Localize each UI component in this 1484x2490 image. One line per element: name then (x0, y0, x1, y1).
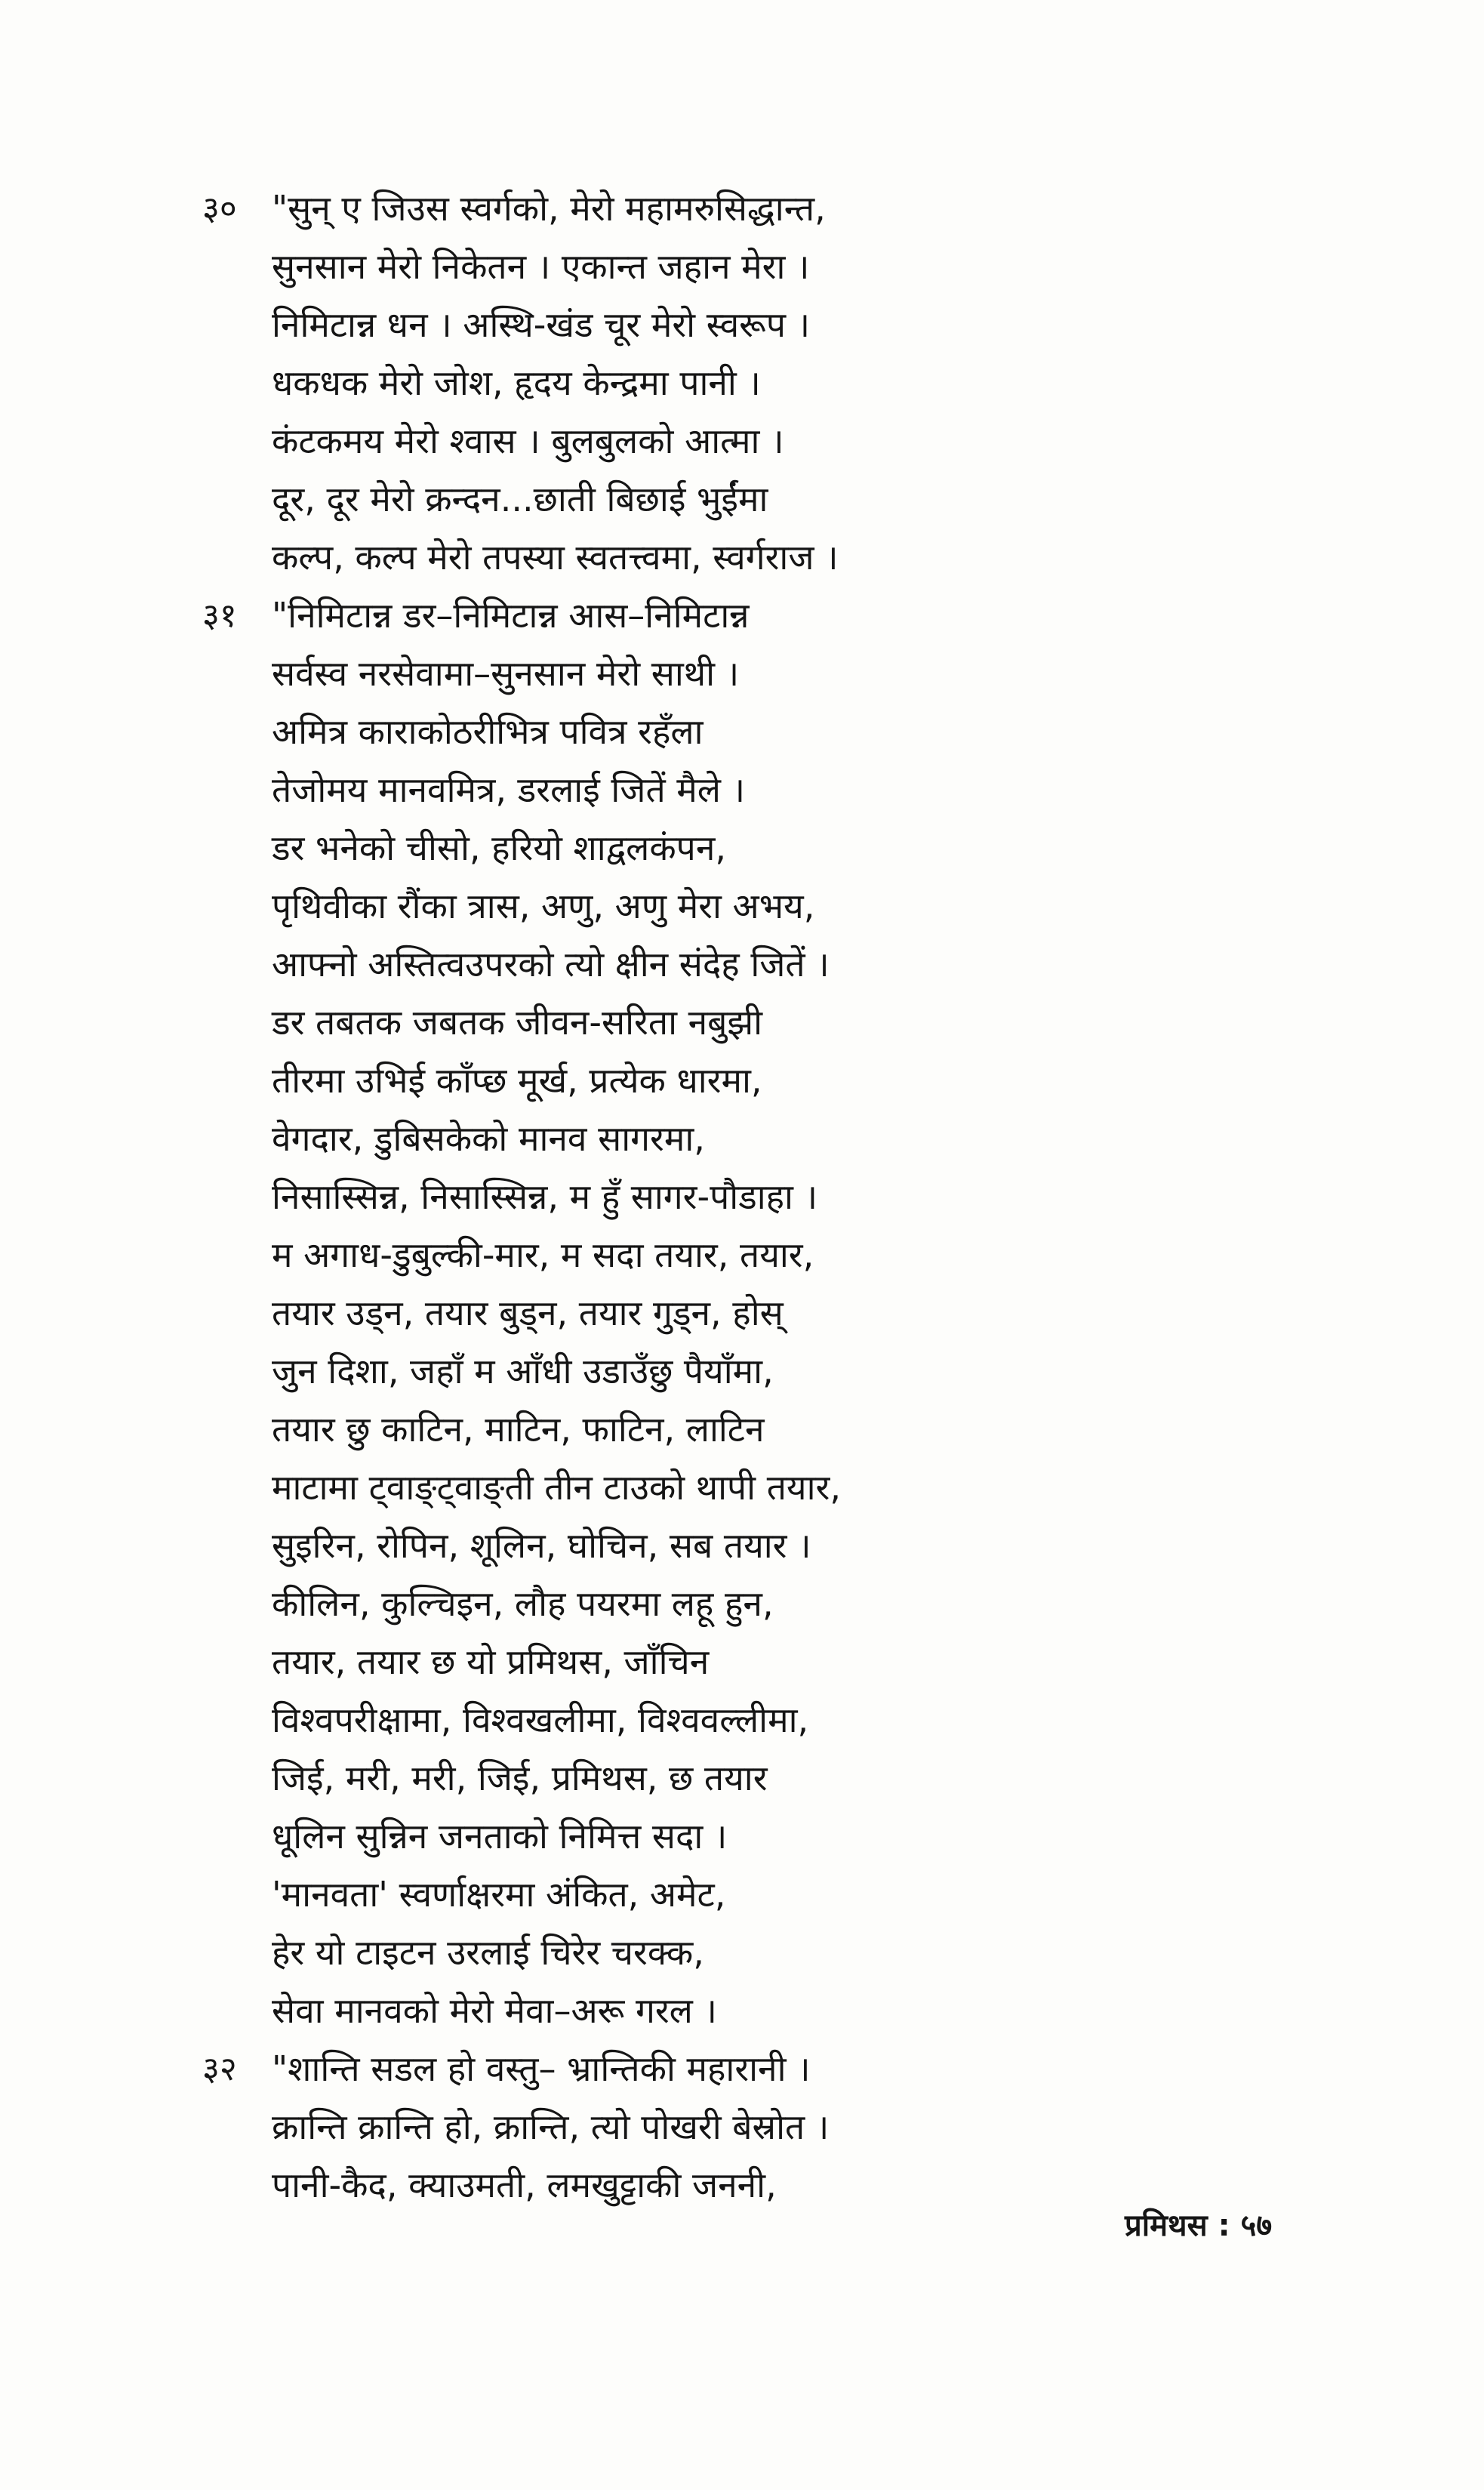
line-text: तयार छु काटिन, माटिन, फाटिन, लाटिन (272, 1409, 765, 1450)
running-title: प्रमिथस (1125, 2208, 1208, 2243)
poem-line (0, 1168, 1484, 1226)
line-text: तेजोमय मानवमित्र, डरलाई जितें मैले । (272, 769, 746, 810)
line-text: कंटकमय मेरो श्वास । बुलबुलको आत्मा । (272, 421, 784, 461)
poem-line (0, 645, 1484, 703)
stanza-number: ३० (202, 190, 237, 228)
poem-line (0, 1924, 1484, 1982)
line-text: तयार, तयार छ यो प्रमिथस, जाँचिन (272, 1641, 710, 1682)
line-text: डर तबतक जबतक जीवन-सरिता नबुझी (272, 1002, 763, 1043)
poem-line (0, 1691, 1484, 1749)
poem-line (0, 2040, 1484, 2098)
line-text: निमिटान्न धन । अस्थि-खंड चूर मेरो स्वरूप । (272, 304, 811, 345)
poem-line (0, 1284, 1484, 1342)
poem-line (0, 529, 1484, 587)
line-text: पृथिवीका रौंका त्रास, अणु, अणु मेरा अभय, (272, 886, 815, 926)
poem-line (0, 296, 1484, 354)
poem-line (0, 180, 1484, 238)
poem-line (0, 1982, 1484, 2040)
stanza-30 (0, 180, 1484, 587)
poem-line (0, 1110, 1484, 1168)
line-text: सर्वस्व नरसेवामा–सुनसान मेरो साथी । (272, 653, 740, 694)
line-text: तीरमा उभिई काँप्छ मूर्ख, प्रत्येक धारमा, (272, 1060, 762, 1101)
poem-line (0, 587, 1484, 645)
poem-line (0, 1575, 1484, 1633)
line-text: "सुन् ए जिउस स्वर्गको, मेरो महामरुसिद्धान्त, (272, 188, 826, 229)
poem-line (0, 412, 1484, 470)
line-text: 'मानवता' स्वर्णाक्षरमा अंकित, अमेट, (272, 1874, 726, 1915)
poem-line (0, 1052, 1484, 1110)
poem-line (0, 761, 1484, 819)
line-text: कल्प, कल्प मेरो तपस्या स्वतत्त्वमा, स्वर्गराज । (272, 537, 839, 578)
poem-line (0, 1342, 1484, 1401)
line-text: माटामा ट्वाङ्ट्वाङ्ती तीन टाउको थापी तयार, (272, 1467, 841, 1508)
line-text: जिई, मरी, मरी, जिई, प्रमिथस, छ तयार (272, 1758, 768, 1798)
line-text: निसास्सिन्न, निसास्सिन्न, म हुँ सागर-पौडाहा । (272, 1176, 818, 1217)
poem-line (0, 703, 1484, 761)
page-number: ५७ (1240, 2208, 1273, 2243)
stanza-number: ३१ (202, 596, 237, 635)
line-text: "निमिटान्न डर–निमिटान्न आस–निमिटान्न (272, 595, 750, 636)
poem-line (0, 935, 1484, 994)
line-text: जुन दिशा, जहाँ म आँधी उडाउँछु पैयाँमा, (272, 1351, 774, 1391)
poem-line (0, 877, 1484, 935)
line-text: "शान्ति सडल हो वस्तु– भ्रान्तिकी महारानी । (272, 2048, 811, 2089)
line-text: विश्वपरीक्षामा, विश्वखलीमा, विश्ववल्लीमा, (272, 1700, 809, 1740)
line-text: वेगदार, डुबिसकेको मानव सागरमा, (272, 1118, 705, 1159)
stanza-31 (0, 587, 1484, 2040)
poem-body (0, 180, 1484, 2214)
poem-line (0, 994, 1484, 1052)
poem-line (0, 1807, 1484, 1866)
poem-line (0, 1401, 1484, 1459)
line-text: सुइरिन, रोपिन, शूलिन, घोचिन, सब तयार । (272, 1525, 811, 1566)
poem-line (0, 1459, 1484, 1517)
line-text: सेवा मानवको मेरो मेवा–अरू गरल । (272, 1990, 717, 2031)
footer-separator: : (1218, 2208, 1230, 2243)
line-text: म अगाध-डुबुल्की-मार, म सदा तयार, तयार, (272, 1234, 814, 1275)
poem-line (0, 1749, 1484, 1807)
line-text: क्रान्ति क्रान्ति हो, क्रान्ति, त्यो पोखरी बेस्रोत । (272, 2106, 830, 2147)
poem-line (0, 1866, 1484, 1924)
poem-line (0, 819, 1484, 877)
poem-line (0, 238, 1484, 296)
poem-line (0, 1226, 1484, 1284)
poem-line (0, 354, 1484, 412)
line-text: पानी-कैद, क्याउमती, लमखुट्टाकी जननी, (272, 2165, 777, 2205)
line-text: आफ्नो अस्तित्वउपरको त्यो क्षीन संदेह जितें । (272, 944, 830, 985)
poem-line (0, 1517, 1484, 1575)
stanza-number: ३२ (202, 2050, 237, 2088)
poem-line (0, 1633, 1484, 1691)
line-text: कीलिन, कुल्चिइन, लौह पयरमा लहू हुन, (272, 1583, 774, 1624)
line-text: धूलिन सुन्निन जनताको निमित्त सदा । (272, 1816, 728, 1857)
poem-line (0, 470, 1484, 529)
stanza-32 (0, 2040, 1484, 2214)
line-text: हेर यो टाइटन उरलाई चिरेर चरक्क, (272, 1932, 704, 1973)
line-text: डर भनेको चीसो, हरियो शाद्वलकंपन, (272, 827, 726, 868)
poem-line (0, 2098, 1484, 2156)
page-footer (1125, 2203, 1272, 2245)
line-text: सुनसान मेरो निकेतन । एकान्त जहान मेरा । (272, 246, 810, 287)
line-text: तयार उड्न, तयार बुड्न, तयार गुड्न, होस् (272, 1293, 784, 1333)
line-text: अमित्र काराकोठरीभित्र पवित्र रहँला (272, 711, 704, 752)
line-text: दूर, दूर मेरो क्रन्दन...छाती बिछाई भुईंमा (272, 479, 768, 519)
line-text: धकधक मेरो जोश, हृदय केन्द्रमा पानी । (272, 362, 761, 403)
